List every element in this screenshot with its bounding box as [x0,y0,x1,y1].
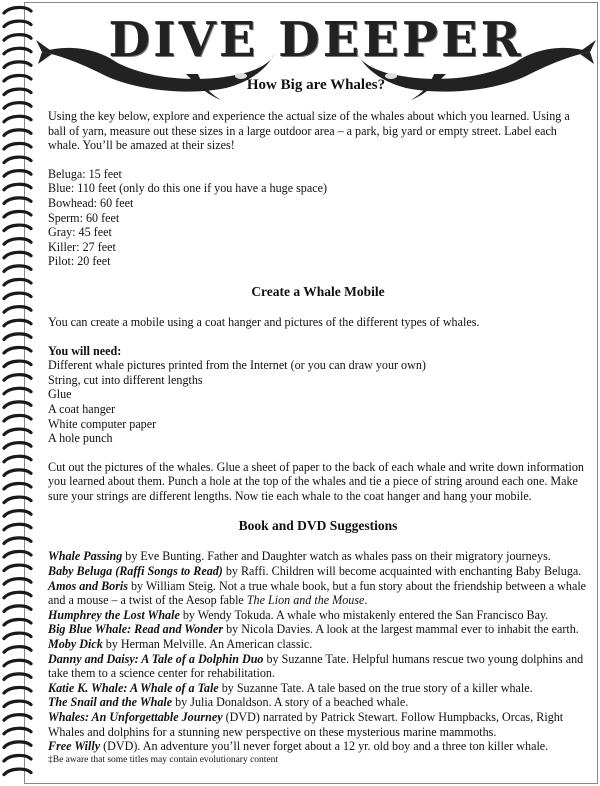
document-body [48,109,588,766]
book-title: Amos and Boris [48,578,128,593]
book-description: by William Steig. Not a true whale book, but a fun story about the friendship between a whale and a mouse – a twist of the Aesop fable [48,578,587,608]
spiral-coil [4,293,31,299]
spiral-coil [4,524,31,530]
book-description: by Eve Bunting. Father and Daughter watch as whales pass on their migratory journeys. [122,549,551,564]
spiral-coil [4,211,31,217]
book-title: Whales: An Unforgettable Journey [48,710,223,724]
spiral-coil [4,35,31,41]
material-item: Glue [48,387,72,402]
book-item [48,622,588,637]
size-item: Pilot: 20 feet [48,254,111,269]
spiral-coil [4,279,31,285]
mobile-instructions: Cut out the pictures of the whales. Glue a sheet of paper to the back of each whale and write down information you learned about them. Punch a hole at the top of the whales and tie a piece of string around each one. Make sure your strings are different lengths. Now tie each whale to the coat hanger and hang your mobile. [48,459,584,503]
book-item [48,637,588,652]
fable-title: The Lion and the Mouse [246,593,365,608]
book-title: Free Willy [48,739,101,754]
spiral-coil [4,361,31,367]
book-item [48,652,588,681]
spiral-coil [4,266,31,272]
spiral-binding [0,0,36,786]
spiral-coil [4,443,31,449]
spiral-coil [4,171,31,177]
whale-size-list [48,167,588,269]
spiral-coil [4,715,31,721]
spiral-coil [4,48,31,54]
spiral-coil [4,347,31,353]
book-description: (DVD). An adventure you’ll never forget about a 12 yr. old boy and a three ton killer whale. [100,739,549,754]
spiral-coil [4,429,31,435]
intro-paragraph: Using the key below, explore and experience the actual size of the whales about which you learned. Using a ball of yarn, measure out these sizes in a large outdoor area – a park, big yard or empty street. Label each whale. You’ll be amazed at their sizes! [48,109,570,153]
spiral-coil [4,647,31,653]
spiral-coil [4,660,31,666]
spiral-coil [4,103,31,109]
size-item: Gray: 45 feet [48,225,112,240]
book-title: Moby Dick [48,637,103,652]
spiral-coil [4,633,31,639]
book-item [48,564,588,579]
book-title: Baby Beluga (Raffi Songs to Read) [48,564,223,579]
page-subtitle: How Big are Whales? [246,77,386,93]
book-description: by Herman Melville. An American classic. [102,637,313,652]
book-title: The Snail and the Whale [48,695,173,710]
spiral-coil [4,728,31,734]
book-item [48,681,588,696]
book-title: Katie K. Whale: A Whale of a Tale [48,680,219,695]
spiral-coil [4,89,31,95]
materials-list [48,358,588,446]
spiral-coil [4,687,31,693]
mobile-intro: You can create a mobile using a coat hanger and pictures of the different types of whales. [48,314,480,329]
spiral-coil [4,307,31,313]
size-item: Sperm: 60 feet [48,210,120,225]
spiral-coil [4,742,31,748]
size-item: Blue: 110 feet (only do this one if you have a huge space) [48,181,327,196]
material-item: A hole punch [48,431,113,446]
spiral-coil [4,551,31,557]
book-title: Whale Passing [48,549,123,564]
book-item [48,579,588,608]
book-description: by Suzanne Tate. Helpful humans rescue two young dolphins and take them to a science center for rehabilitation. [48,651,584,681]
page-title: DIVE DEEPER [108,12,524,68]
spiral-coil [4,674,31,680]
size-item: Beluga: 15 feet [48,166,122,181]
spiral-coil [4,157,31,163]
material-item: White computer paper [48,416,157,431]
footnote: ‡Be aware that some titles may contain evolutionary content [48,754,279,765]
spiral-coil [4,592,31,598]
books-heading: Book and DVD Suggestions [238,518,398,534]
spiral-coil [4,415,31,421]
spiral-coil [4,239,31,245]
book-item [48,608,588,623]
book-item [48,710,588,739]
spiral-coil [4,483,31,489]
spiral-coil [4,579,31,585]
spiral-coil [4,375,31,381]
spiral-coil [4,225,31,231]
book-item [48,549,588,564]
book-description-tail: . [364,593,368,608]
spiral-coil [4,130,31,136]
spiral-coil [4,511,31,517]
spiral-coil [4,184,31,190]
book-description: (DVD) narrated by Patrick Stewart. Follow Humpbacks, Orcas, Right Whales and dolphins for a stunning new perspective on these mysterious marine mammoths. [48,710,564,739]
size-item: Killer: 27 feet [48,239,116,254]
book-description: by Wendy Tokuda. A whale who mistakenly entered the San Francisco Bay. [179,607,549,622]
spiral-coil [4,769,31,775]
book-title: Danny and Daisy: A Tale of a Dolphin Duo [48,651,264,666]
spiral-coil [4,701,31,707]
spiral-coil [4,320,31,326]
spiral-coil [4,497,31,503]
spiral-coil [4,388,31,394]
book-description: by Raffi. Children will become acquainted with enchanting Baby Beluga. [222,564,582,579]
spiral-coil [4,143,31,149]
spiral-coil [4,198,31,204]
spiral-coil [4,619,31,625]
book-title: Humphrey the Lost Whale [48,607,180,622]
mobile-heading: Create a Whale Mobile [251,283,385,299]
book-title: Big Blue Whale: Read and Wonder [48,622,224,637]
size-item: Bowhead: 60 feet [48,195,134,210]
book-list [48,549,588,753]
material-item: Different whale pictures printed from the Internet (or you can draw your own) [48,358,426,373]
spiral-coil [4,470,31,476]
spiral-coil [4,402,31,408]
book-item [48,739,588,754]
spiral-coil [4,75,31,81]
book-description: by Suzanne Tate. A tale based on the true story of a killer whale. [218,680,533,695]
spiral-coil [4,7,31,13]
spiral-coil [4,606,31,612]
spiral-coil [4,565,31,571]
spiral-coil [4,755,31,761]
spiral-coil [4,62,31,68]
material-item: String, cut into different lengths [48,372,203,387]
spiral-coil [4,538,31,544]
materials-label: You will need: [48,343,122,358]
spiral-coil [4,116,31,122]
book-item [48,695,588,710]
spiral-coil [4,252,31,258]
spiral-coil [4,21,31,27]
spiral-coil [4,334,31,340]
page-header [36,4,596,104]
book-description: by Julia Donaldson. A story of a beached whale. [172,695,409,710]
material-item: A coat hanger [48,401,116,416]
book-description: by Nicola Davies. A look at the largest mammal ever to inhabit the earth. [223,622,579,637]
spiral-coil [4,456,31,462]
